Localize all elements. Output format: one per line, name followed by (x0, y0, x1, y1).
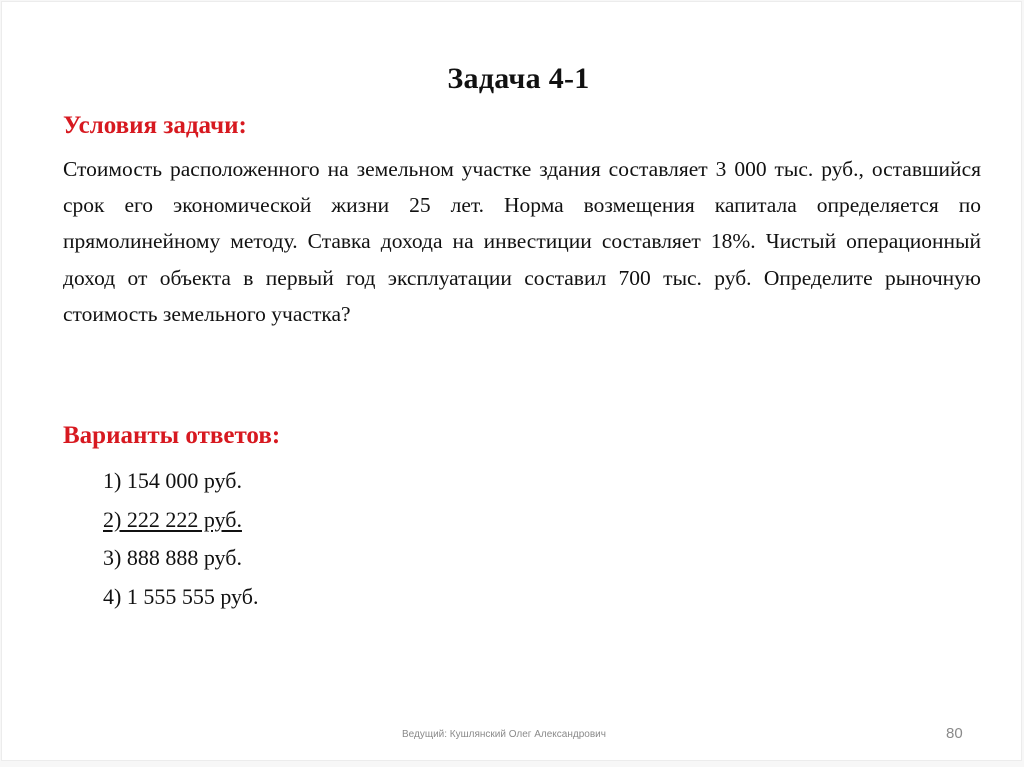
answer-option-3[interactable] (103, 539, 258, 578)
answer-option-1[interactable] (103, 462, 258, 501)
slide-title: Задача 4-1 (447, 62, 590, 95)
answer-option-label: 3) 888 888 руб. (103, 545, 242, 570)
page-number: 80 (946, 725, 963, 742)
problem-statement: Стоимость расположенного на земельном участке здания составляет 3 000 тыс. руб., оставшийся срок его экономической жизни 25 лет. Норма возмещения капитала определяется по прямолинейному методу. Ставка дохода на инвестиции составляет 18%. Чистый операционный доход от объекта в первый год эксплуатации составил 700 тыс. руб. Определите рыночную стоимость земельного участка? (63, 157, 981, 326)
answer-option-label: 4) 1 555 555 руб. (103, 583, 259, 609)
answer-options-list (103, 462, 258, 616)
answer-option-label: 2) 222 222 руб. (103, 506, 242, 532)
answer-option-4[interactable] (103, 578, 258, 617)
answer-option-label: 1) 154 000 руб. (103, 468, 242, 493)
answer-option-2[interactable] (103, 501, 258, 540)
answers-heading: Варианты ответов: (63, 422, 281, 449)
conditions-heading: Условия задачи: (63, 112, 247, 139)
footer-author: Ведущий: Кушлянский Олег Александрович (402, 729, 606, 740)
presentation-slide (1, 1, 1022, 761)
